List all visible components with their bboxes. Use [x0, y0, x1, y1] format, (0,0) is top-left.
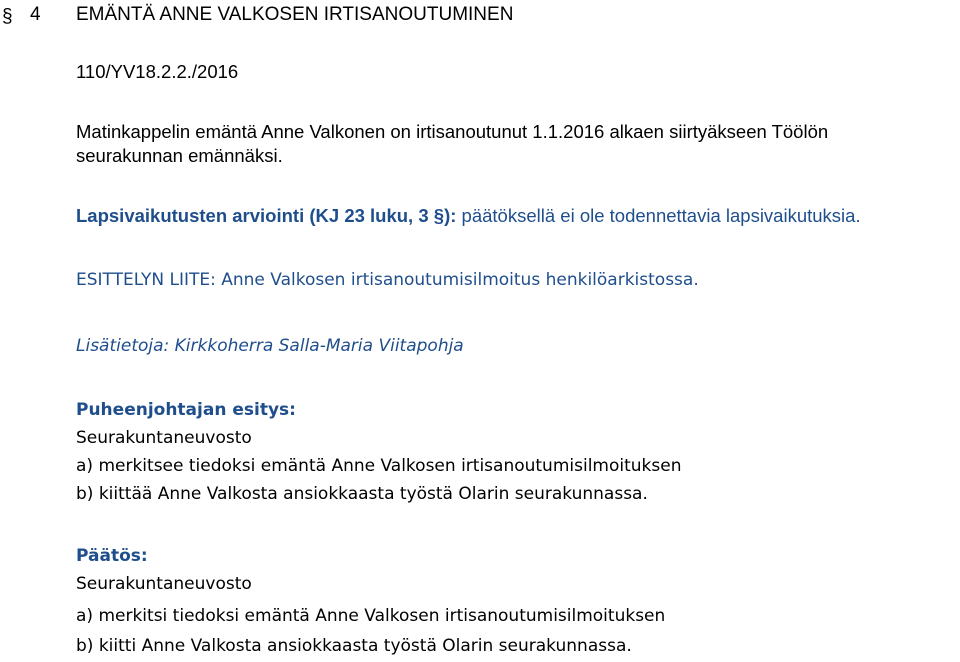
proposal-item-b: b) kiittää Anne Valkosta ansiokkaasta työstä Olarin seurakunnassa. — [76, 484, 648, 504]
child-impact-label-sect: § — [433, 205, 445, 226]
decision-heading: Päätös: — [76, 546, 148, 566]
child-impact-label-1: Lapsivaikutusten arviointi (KJ 23 luku, 3 — [76, 205, 434, 226]
attachment-note: ESITTELYN LIITE: Anne Valkosen irtisanoutumisilmoitus henkilöarkistossa. — [76, 270, 699, 290]
child-impact-label-2: ): — [444, 205, 457, 226]
proposal-heading: Puheenjohtajan esitys: — [76, 400, 296, 420]
decision-item-b: b) kiitti Anne Valkosta ansiokkaasta työstä Olarin seurakunnassa. — [76, 636, 632, 656]
section-number: 4 — [30, 4, 41, 25]
decision-body: Seurakuntaneuvosto — [76, 574, 252, 594]
more-info: Lisätietoja: Kirkkoherra Salla-Maria Viitapohja — [76, 336, 464, 356]
decision-item-a: a) merkitsi tiedoksi emäntä Anne Valkosen irtisanoutumisilmoituksen — [76, 606, 666, 626]
proposal-item-a: a) merkitsee tiedoksi emäntä Anne Valkosen irtisanoutumisilmoituksen — [76, 456, 682, 476]
child-impact-text: päätöksellä ei ole todennettavia lapsivaikutuksia. — [456, 205, 861, 226]
intro-line-1: Matinkappelin emäntä Anne Valkonen on irtisanoutunut 1.1.2016 alkaen siirtyäkseen Töölön — [76, 121, 829, 142]
case-number: 110/YV18.2.2./2016 — [76, 61, 239, 82]
child-impact-line — [76, 204, 861, 228]
proposal-body: Seurakuntaneuvosto — [76, 428, 252, 448]
intro-line-2: seurakunnan emännäksi. — [76, 145, 283, 166]
section-title: EMÄNTÄ ANNE VALKOSEN IRTISANOUTUMINEN — [76, 4, 514, 25]
section-bullet: § — [2, 6, 13, 27]
